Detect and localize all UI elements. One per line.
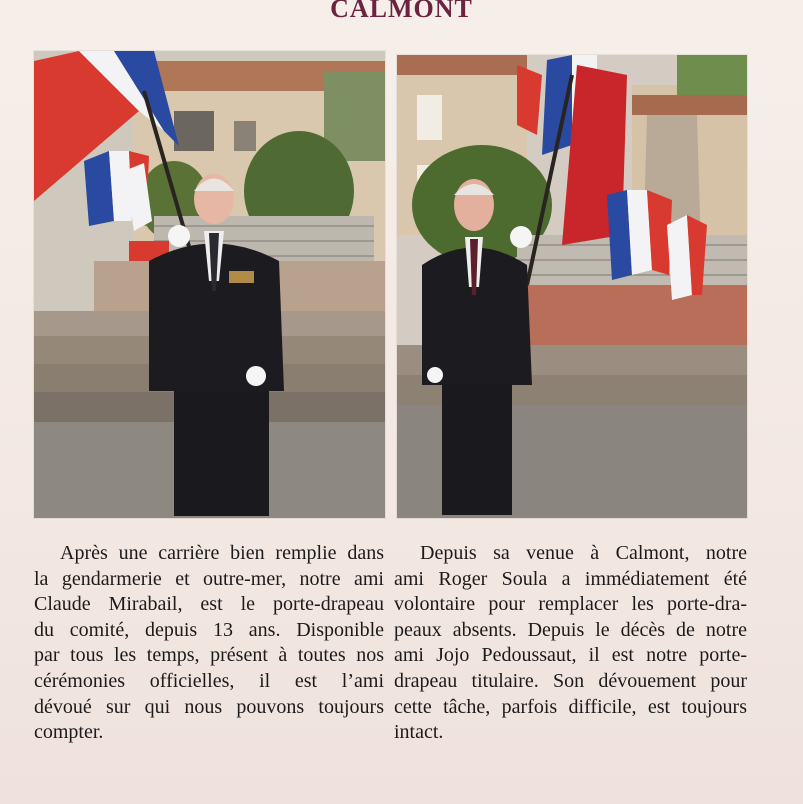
text-line: Après une carrière bien remplie dans bbox=[60, 542, 384, 564]
text-line: ami Jojo Pedoussaut, il est notre porte- bbox=[394, 644, 747, 667]
text-line: la gendarmerie et outre-mer, notre ami bbox=[34, 567, 384, 590]
text-line: par tous les temps, présent à toutes nos bbox=[34, 644, 384, 667]
text-line: drapeau titulaire. Son dévouement pour bbox=[394, 669, 747, 692]
text-line: intact. bbox=[394, 721, 444, 744]
text-line: Depuis sa venue à Calmont, notre bbox=[420, 542, 747, 564]
text-line: Claude Mirabail, est le porte-drapeau bbox=[34, 593, 384, 616]
text-line: volontaire pour remplacer les porte-dra- bbox=[394, 593, 747, 616]
page-title: CALMONT bbox=[330, 0, 473, 23]
text-line: compter. bbox=[34, 721, 104, 744]
text-line: cette tâche, parfois difficile, est toujours bbox=[394, 695, 747, 718]
text-line: du comité, depuis 13 ans. Disponible bbox=[34, 618, 384, 641]
flag-bearer-left-image bbox=[34, 51, 385, 518]
photo-flag-bearer-right bbox=[397, 55, 747, 518]
article-column-left bbox=[34, 541, 384, 746]
text-line: cérémonies officielles, il est l’ami bbox=[34, 669, 384, 692]
photo-flag-bearer-left bbox=[34, 51, 385, 518]
flag-bearer-right-image bbox=[397, 55, 747, 518]
article-column-right bbox=[394, 541, 747, 746]
text-line: dévoué sur qui nous pouvons toujours bbox=[34, 695, 384, 718]
text-line: peaux absents. Depuis le décès de notre bbox=[394, 618, 747, 641]
text-line: ami Roger Soula a immédiatement été bbox=[394, 567, 747, 590]
